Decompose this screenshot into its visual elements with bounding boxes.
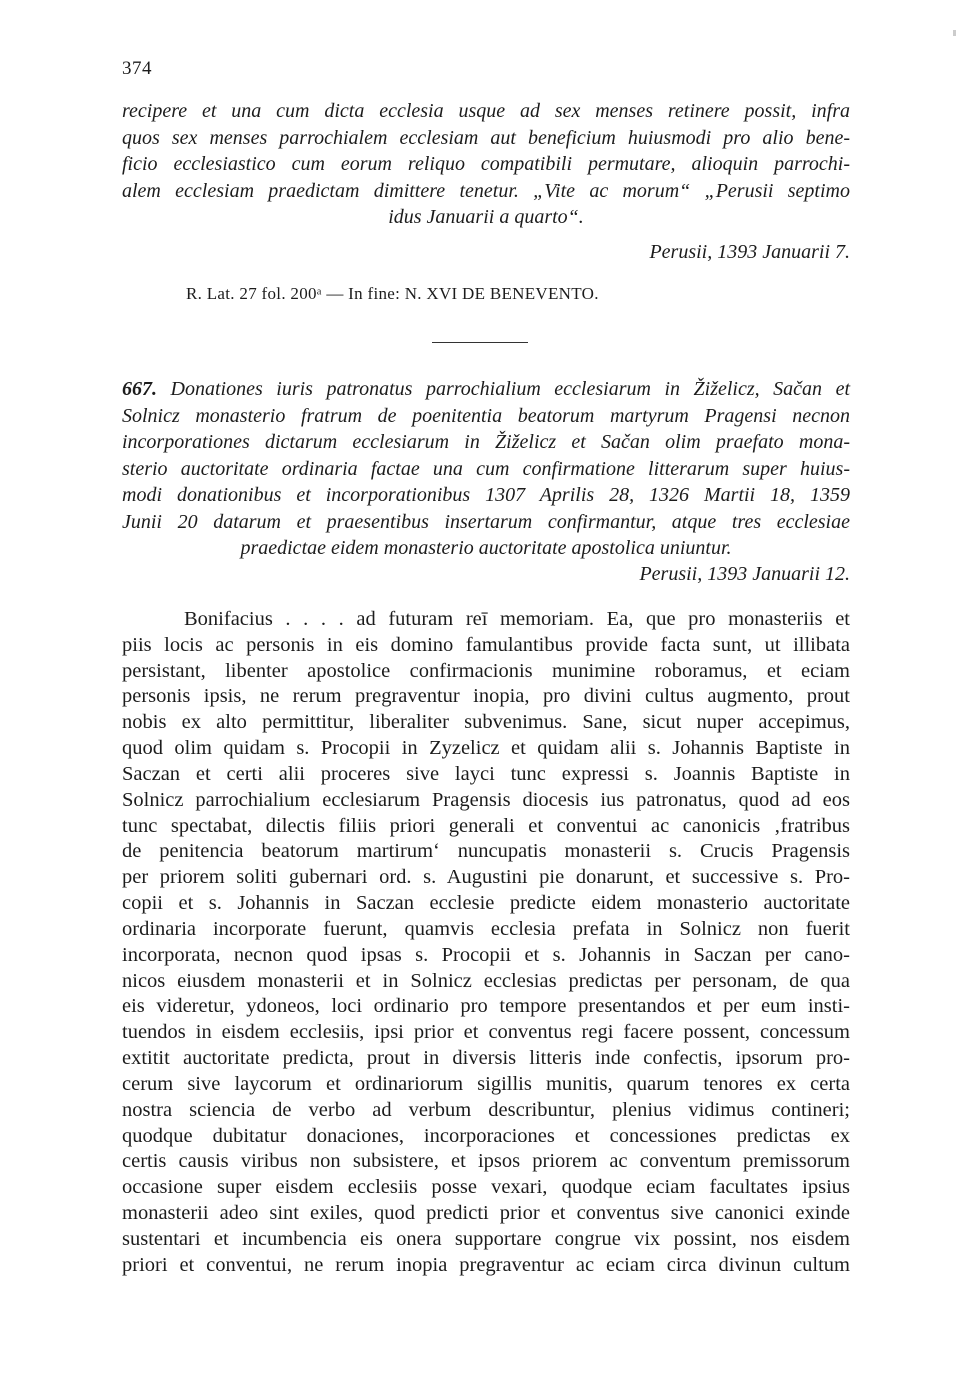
body-line: tuendos in eisdem ecclesiis, ipsi prior et conventus regi facere possent, concessum <box>122 1021 850 1044</box>
body-line: incorporata, necnon quod ipsas s. Procopii et s. Johannis in Saczan per cano- <box>122 943 850 966</box>
regest-line <box>122 376 850 403</box>
date-line: Perusii, 1393 Januarii 7. <box>649 241 850 263</box>
body-line: extitit auctoritate predicta, prout in diversis litteris inde confectis, ipsorum pro- <box>122 1047 850 1070</box>
body-line: quodque dubitatur donaciones, incorporaciones et concessiones predictas ex <box>122 1124 850 1147</box>
regest-line-text: Donationes iuris patronatus parrochialium ecclesiarum in Žiželicz, Sačan et <box>170 378 850 400</box>
regest-line: incorporationes dictarum ecclesiarum in Žiželicz et Sačan olim praefato mona- <box>122 431 850 453</box>
intro-line: ficio ecclesiastico cum eorum reliquo compatibili permutare, alioquin parrochi- <box>122 153 850 175</box>
scan-speck <box>953 30 956 36</box>
intro-line: idus Januarii a quarto“. <box>388 206 584 228</box>
body-line: Solnicz parrochialium ecclesiarum Pragensis diocesis ius patronatus, quod ad eos <box>122 788 850 811</box>
body-line: de penitencia beatorum martirum‘ nuncupatis monasterii s. Crucis Pragensis <box>122 840 850 863</box>
section-divider <box>432 342 528 343</box>
body-line: priori et conventui, ne rerum inopia pregraventur ac eciam circa divinun cultum <box>122 1253 850 1276</box>
body-line: monasterii adeo sint exiles, quod predicti prior et conventus sive canonici exinde <box>122 1202 850 1225</box>
date-line: Perusii, 1393 Januarii 12. <box>639 563 850 585</box>
intro-line: quos sex menses parrochialem ecclesiam aut beneficium huiusmodi pro alio bene- <box>122 126 850 149</box>
body-line: nobis ex alto permittitur, liberaliter subvenimus. Sane, sicut nuper accepimus, <box>122 711 850 734</box>
intro-line: alem ecclesiam praedictam dimittere tenetur. „Vite ac morum“ „Perusii septimo <box>122 179 850 202</box>
source-reference: R. Lat. 27 fol. 200ᵃ — In fine: N. XVI DE BENEVENTO. <box>186 284 599 303</box>
intro-paragraph <box>122 98 850 231</box>
body-line: quod olim quidam s. Procopii in Zyzelicz et quidam alii s. Johannis Baptiste in <box>122 737 850 760</box>
body-line: eis videretur, ydoneos, loci ordinario pro tempore presentandos et per eum insti- <box>122 995 850 1018</box>
regest-line: praedictae eidem monasterio auctoritate apostolica uniuntur. <box>240 537 732 559</box>
body-line: nostra sciencia de verbo ad verbum describuntur, plenius vidimus contineri; <box>122 1098 850 1121</box>
body-line: sustentari et incumbencia eis onera supportare congrue vix possint, nos eisdem <box>122 1227 850 1250</box>
regest-line: Solnicz monasterio fratrum de poenitentia beatorum martyrum Pragensi necnon <box>122 404 850 427</box>
page-number: 374 <box>122 58 152 79</box>
regest-line: Junii 20 datarum et praesentibus insertarum confirmantur, atque tres ecclesiae <box>122 510 850 533</box>
regest-summary <box>122 376 850 562</box>
body-line: personis ipsis, ne rerum pregraventur inopia, pro divini cultus augmento, prout <box>122 685 850 708</box>
body-line: cerum sive laycorum et ordinariorum sigillis munitis, quarum tenores ex certa <box>122 1072 850 1095</box>
body-line: nicos eiusdem monasterii et in Solnicz ecclesias predictas per personam, de qua <box>122 969 850 992</box>
body-line: tunc spectabat, dilectis filiis priori generali et conventui ac canonicis ‚fratribus <box>122 814 850 837</box>
body-line: persistant, libenter apostolice confirmacionis munimine roboramus, et eciam <box>122 659 850 682</box>
regest-line: modi donationibus et incorporationibus 1307 Aprilis 28, 1326 Martii 18, 1359 <box>122 484 850 506</box>
body-line: occasione super eisdem ecclesiis posse vexari, quodque eciam facultates ipsius <box>122 1176 850 1199</box>
body-line: Bonifacius . . . . ad futuram reī memoriam. Ea, que pro monasteriis et <box>184 608 850 630</box>
regest-line: sterio auctoritate ordinaria factae una cum confirmatione litterarum super huius- <box>122 457 850 480</box>
body-text <box>122 607 850 1279</box>
body-line: copii et s. Johannis in Saczan ecclesie predicte eidem monasterio auctoritate <box>122 892 850 915</box>
document-number: 667. <box>122 378 157 400</box>
intro-line: recipere et una cum dicta ecclesia usque ad sex menses retinere possit, infra <box>122 100 850 122</box>
body-line: piis locis ac personis in eis domino famulantibus provide facta sunt, ut illibata <box>122 633 850 656</box>
body-line: certis causis viribus non subsistere, et ipsos priorem ac conventum premissorum <box>122 1150 850 1173</box>
body-line: Saczan et certi alii proceres sive layci tunc expressi s. Joannis Baptiste in <box>122 762 850 785</box>
body-line: ordinaria incorporate fuerunt, quamvis ecclesia prefata in Solnicz non fuerit <box>122 917 850 940</box>
body-line: per priorem soliti gubernari ord. s. Augustini pie donarunt, et successive s. Pro- <box>122 866 850 889</box>
